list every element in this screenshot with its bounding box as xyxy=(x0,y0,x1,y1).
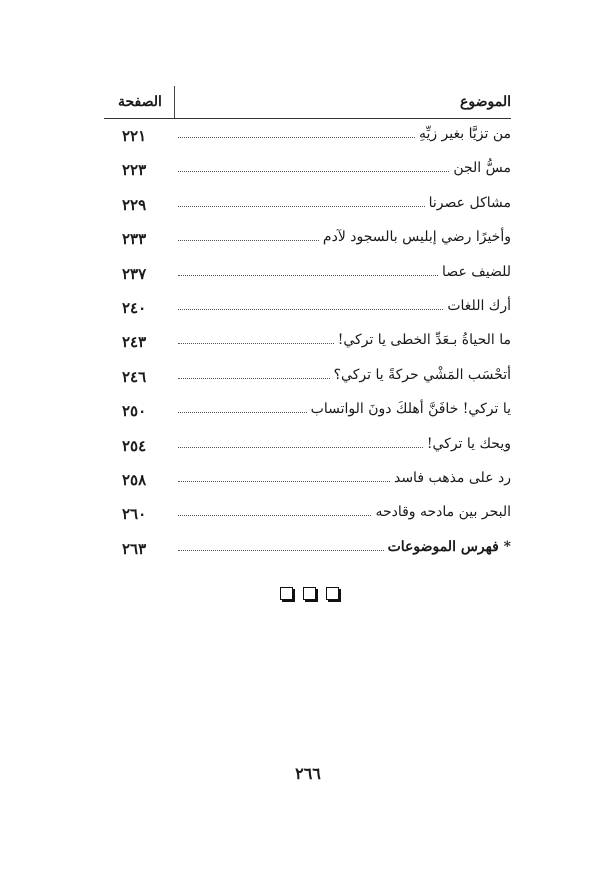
dot-leader xyxy=(178,437,423,448)
toc-topic: من تزيَّا بغير زيِّهِ xyxy=(418,126,511,142)
toc-page-number: ٢٢٩ xyxy=(122,195,147,214)
toc-row xyxy=(104,154,511,188)
toc-topic: أرك اللغات xyxy=(447,297,511,314)
toc-page-number: ٢٤٣ xyxy=(122,333,147,352)
table-header xyxy=(104,90,511,119)
toc-page-number: ٢٢٣ xyxy=(122,161,147,180)
toc-topic-cell xyxy=(178,332,511,352)
square-ornament-icon xyxy=(280,587,293,600)
toc-row xyxy=(104,326,511,360)
square-ornament-icon xyxy=(326,587,339,600)
dot-leader xyxy=(178,471,390,482)
toc-topic-cell xyxy=(178,126,511,146)
toc-topic: ويحك يا تركي! xyxy=(426,435,511,452)
toc-topic-cell xyxy=(178,504,511,524)
toc-topic-cell xyxy=(178,264,511,284)
toc-page-number: ٢٥٨ xyxy=(122,470,147,489)
dot-leader xyxy=(178,505,371,516)
dot-leader xyxy=(178,402,307,413)
toc-topic-cell xyxy=(178,539,511,559)
dot-leader xyxy=(178,265,438,276)
toc-row xyxy=(104,361,511,395)
toc-topic: أتحْسَب المَشْي حركةً يا تركي؟ xyxy=(333,366,511,383)
dot-leader xyxy=(178,127,415,138)
dot-leader xyxy=(178,230,319,241)
toc-topic: ما الحياةُ بـعَدِّ الخطى يا تركي! xyxy=(337,332,511,349)
toc-page-number: ٢٢١ xyxy=(122,127,147,145)
toc-row xyxy=(104,223,511,257)
topic-column-header: الموضوع xyxy=(460,94,511,110)
toc-topic: مشاكل عصرنا xyxy=(428,194,511,211)
toc-page-number: ٢٥٠ xyxy=(122,402,147,421)
toc-page-number: ٢٣٧ xyxy=(122,264,147,283)
toc-topic-cell xyxy=(178,367,511,387)
toc-topic-cell xyxy=(178,436,511,456)
toc-topic: مسُّ الجن xyxy=(453,160,511,177)
toc-topic-cell xyxy=(178,195,511,215)
toc-page-number: ٢٦٣ xyxy=(122,539,147,558)
toc-topic-cell xyxy=(178,298,511,318)
toc-row xyxy=(104,258,511,292)
toc-topic: يا تركي! خافَنَّ أهلكَ دونَ الواتساب xyxy=(310,401,511,418)
dot-leader xyxy=(178,368,330,379)
toc-row xyxy=(104,189,511,223)
dot-leader xyxy=(178,299,443,310)
toc-topic: رد على مذهب فاسد xyxy=(393,469,511,486)
page-number: ٢٦٦ xyxy=(295,764,321,783)
header-column-divider xyxy=(174,86,175,118)
section-end-ornament xyxy=(280,587,339,600)
toc-topic: * فهرس الموضوعات xyxy=(387,538,511,555)
toc-topic-cell xyxy=(178,160,511,180)
toc-page-number: ٢٥٤ xyxy=(122,436,147,455)
toc-row xyxy=(104,395,511,429)
square-ornament-icon xyxy=(303,587,316,600)
dot-leader xyxy=(178,161,449,172)
toc-topic: للضيف عصا xyxy=(442,263,511,280)
toc-topic: البحر بين مادحه وقادحه xyxy=(375,504,511,521)
toc-row xyxy=(104,430,511,464)
toc-topic-cell xyxy=(178,229,511,249)
page-column-header: الصفحة xyxy=(118,94,162,110)
toc-row xyxy=(104,533,511,567)
toc-topic: وأخيرًا رضي إبليس بالسجود لآدم xyxy=(322,229,511,246)
toc-topic-cell xyxy=(178,401,511,421)
toc-row xyxy=(104,120,511,154)
dot-leader xyxy=(178,196,425,207)
toc-row xyxy=(104,292,511,326)
toc-topic-cell xyxy=(178,470,511,490)
toc-row xyxy=(104,464,511,498)
toc-page-number: ٢٤٦ xyxy=(122,367,147,386)
toc-page-number: ٢٦٠ xyxy=(122,505,147,524)
toc-row xyxy=(104,498,511,532)
toc-page-number: ٢٤٠ xyxy=(122,298,147,317)
dot-leader xyxy=(178,333,334,344)
toc-list xyxy=(104,120,511,567)
dot-leader xyxy=(178,540,384,551)
toc-page-number: ٢٣٣ xyxy=(122,230,147,249)
